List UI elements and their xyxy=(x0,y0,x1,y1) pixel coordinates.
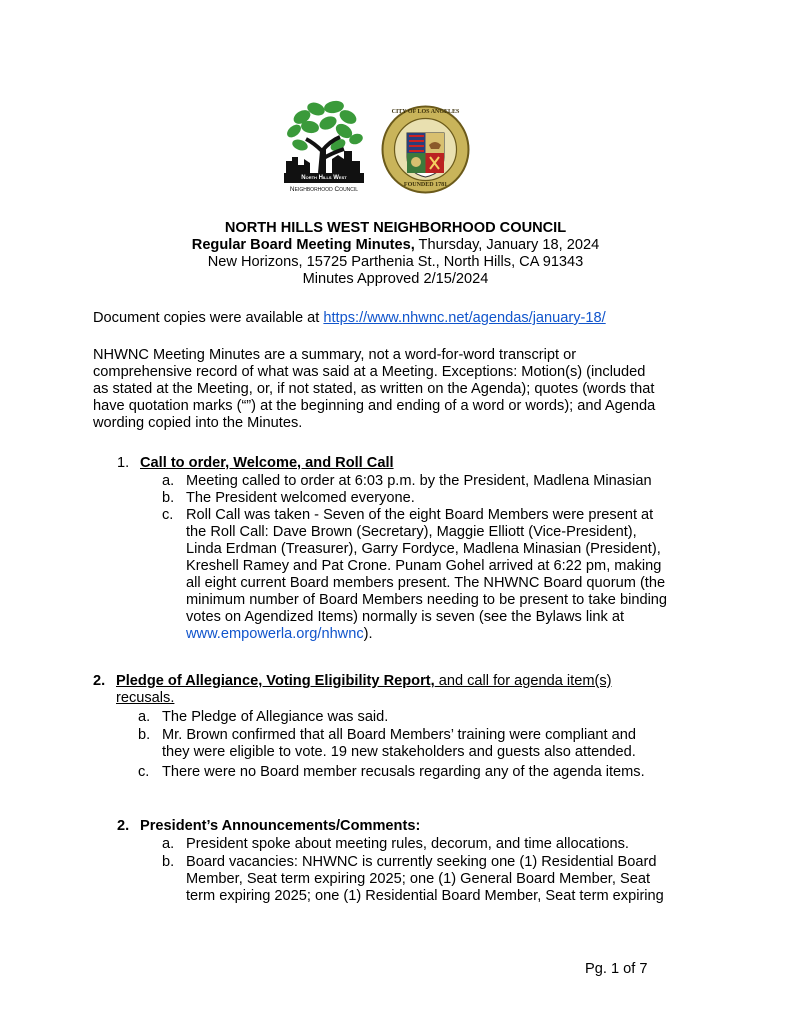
item-letter: b. xyxy=(162,854,175,870)
item-text: term expiring 2025; one (1) Residential Board Member, Seat term expiring xyxy=(186,888,664,904)
item-letter: a. xyxy=(162,473,175,489)
seal-text-bottom: FOUNDED 1781 xyxy=(403,182,448,188)
meeting-location: New Horizons, 15725 Parthenia St., North Hills, CA 91343 xyxy=(207,254,584,270)
item-text: President spoke about meeting rules, decorum, and time allocations. xyxy=(186,836,629,852)
item-text: minimum number of Board Members needing to be present to take binding xyxy=(186,592,668,608)
section-3-title: President’s Announcements/Comments: xyxy=(140,818,421,834)
item-text: all eight current Board members present. The NHWNC Board quorum (the xyxy=(186,575,666,591)
section-1-number: 1. xyxy=(117,455,130,471)
item-text: Member, Seat term expiring 2025; one (1) General Board Member, Seat xyxy=(186,871,650,887)
agenda-link[interactable]: https://www.nhwnc.net/agendas/january-18/ xyxy=(323,310,606,326)
meeting-type: Regular Board Meeting Minutes, xyxy=(191,237,415,253)
org-name: NORTH HILLS WEST NEIGHBORHOOD COUNCIL xyxy=(224,220,567,236)
document-header xyxy=(100,220,691,288)
section-1-item-c xyxy=(162,507,722,643)
section-3-item-b xyxy=(162,854,722,905)
item-letter: c. xyxy=(162,507,174,523)
approval-line: Minutes Approved 2/15/2024 xyxy=(302,271,489,287)
disclaimer-line: NHWNC Meeting Minutes are a summary, not a word-for-word transcript or xyxy=(93,347,577,363)
item-text: The President welcomed everyone. xyxy=(186,490,415,506)
section-2-title-line2: recusals. xyxy=(116,690,175,706)
disclaimer-line: as stated at the Meeting, or, if not stated, as written on the Agenda); quotes (words that xyxy=(93,381,655,397)
section-2-item-c xyxy=(138,764,728,781)
disclaimer-line: wording copied into the Minutes. xyxy=(93,415,303,431)
item-text: Kreshell Ramey and Pat Crone. Punam Gohel arrived at 6:22 pm, making xyxy=(186,558,662,574)
section-2-title-bold: Pledge of Allegiance, Voting Eligibility Report, xyxy=(116,673,435,689)
item-text: Meeting called to order at 6:03 p.m. by the President, Madlena Minasian xyxy=(186,473,652,489)
nhwnc-logo xyxy=(282,99,366,196)
section-2-title-rest: and call for agenda item(s) xyxy=(434,673,612,689)
city-seal-graphic xyxy=(381,105,470,194)
disclaimer-line: have quotation marks (“”) at the beginning and ending of a word or words); and Agenda xyxy=(93,398,656,414)
section-1-title: Call to order, Welcome, and Roll Call xyxy=(140,455,394,471)
copies-prefix: Document copies were available at xyxy=(93,310,324,326)
section-3-number: 2. xyxy=(117,818,130,834)
empowerla-link[interactable]: www.empowerla.org/nhwnc xyxy=(186,626,364,642)
section-3-heading xyxy=(117,818,617,835)
item-text: Roll Call was taken - Seven of the eight Board Members were present at xyxy=(186,507,654,523)
item-text: Board vacancies: NHWNC is currently seeking one (1) Residential Board xyxy=(186,854,657,870)
section-1-heading xyxy=(117,455,617,472)
section-1-item-a xyxy=(162,473,722,490)
section-3-item-a xyxy=(162,836,722,853)
copies-line xyxy=(93,310,713,327)
item-text: votes on Agendized Items) normally is seven (see the Bylaws link at xyxy=(186,609,625,625)
item-text: the Roll Call: Dave Brown (Secretary), Maggie Elliott (Vice-President), xyxy=(186,524,637,540)
section-2-item-a xyxy=(138,709,718,726)
section-2-heading xyxy=(93,673,713,707)
disclaimer-paragraph xyxy=(93,347,733,432)
item-letter: b. xyxy=(162,490,175,506)
item-letter: b. xyxy=(138,727,151,743)
item-text: Mr. Brown confirmed that all Board Members’ training were compliant and xyxy=(162,727,636,743)
section-2-item-b xyxy=(138,727,718,761)
item-text-link-line xyxy=(186,626,722,643)
meeting-date: Thursday, January 18, 2024 xyxy=(414,237,600,253)
item-text: Linda Erdman (Treasurer), Garry Fordyce, Madlena Minasian (President), xyxy=(186,541,661,557)
disclaimer-line: comprehensive record of what was said at a Meeting. Exceptions: Motion(s) (included xyxy=(93,364,646,380)
city-seal-logo xyxy=(381,105,470,194)
item-letter: a. xyxy=(162,836,175,852)
section-2-title xyxy=(116,673,612,689)
section-1-item-b xyxy=(162,490,722,507)
seal-text-top: CITY OF LOS ANGELES xyxy=(391,109,460,115)
item-letter: a. xyxy=(138,709,151,725)
page-number: Pg. 1 of 7 xyxy=(585,961,648,977)
nhwnc-logo-text-1: North Hills West xyxy=(301,175,347,181)
section-2-number: 2. xyxy=(93,673,106,689)
link-suffix: ). xyxy=(363,626,373,642)
item-letter: c. xyxy=(138,764,150,780)
item-text: There were no Board member recusals regarding any of the agenda items. xyxy=(162,764,645,780)
nhwnc-logo-text-2: Neighborhood Council xyxy=(289,186,359,193)
item-text: they were eligible to vote. 19 new stakeholders and guests also attended. xyxy=(162,744,636,760)
meeting-title xyxy=(100,237,691,254)
item-text: The Pledge of Allegiance was said. xyxy=(162,709,389,725)
